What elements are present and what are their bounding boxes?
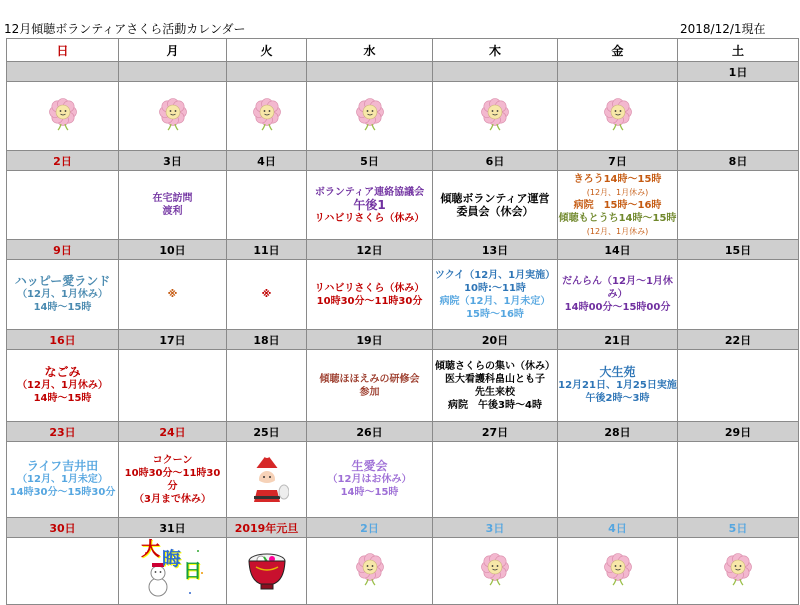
date-cell: 7日 (558, 151, 678, 171)
event-line: 分 (167, 480, 178, 492)
date-cell (558, 62, 678, 82)
sakura-flower-icon (480, 552, 510, 586)
event-line: ※ (261, 289, 272, 300)
event-cell (558, 538, 678, 605)
event-line: （3月まで休み） (134, 493, 211, 505)
event-cell (307, 260, 433, 330)
event-cell (227, 538, 307, 605)
event-cell (307, 442, 433, 518)
sakura-flower-icon (355, 97, 385, 131)
date-cell: 28日 (558, 422, 678, 442)
event-cell (678, 442, 799, 518)
event-line: 病院 15時～16時 (573, 199, 662, 211)
events-row (7, 171, 799, 240)
oomisoka-illustration (138, 538, 208, 599)
event-line: 渡利 (162, 206, 183, 217)
event-cell (227, 171, 307, 240)
date-cell: 18日 (227, 330, 307, 350)
date-cell: 1日 (678, 62, 799, 82)
calendar-table (6, 38, 799, 605)
sakura-flower-icon (355, 552, 385, 586)
event-cell (433, 260, 558, 330)
event-line: 病院 午後3時～4時 (448, 399, 542, 411)
oomisoka-label: 大晦日 (140, 538, 205, 582)
event-cell (227, 442, 307, 518)
date-cell: 3日 (119, 151, 227, 171)
date-cell: 11日 (227, 240, 307, 260)
event-line: ボランティア連絡協議会 (314, 186, 425, 198)
event-cell (227, 350, 307, 422)
date-cell: 10日 (119, 240, 227, 260)
date-cell: 31日 (119, 518, 227, 538)
sakura-flower-icon (723, 552, 753, 586)
weekday-tue: 火 (227, 39, 307, 62)
event-line: ハッピー愛ランド (14, 274, 111, 288)
date-cell: 23日 (7, 422, 119, 442)
event-cell (433, 82, 558, 151)
date-cell: 14日 (558, 240, 678, 260)
weekday-mon: 月 (119, 39, 227, 62)
event-cell (558, 171, 678, 240)
event-cell (558, 350, 678, 422)
event-line: 生愛会 (351, 459, 388, 473)
event-line: 大生苑 (599, 365, 636, 379)
weekday-thu: 木 (433, 39, 558, 62)
date-cell: 21日 (558, 330, 678, 350)
date-row (7, 62, 799, 82)
event-cell (7, 350, 119, 422)
weekday-sun: 日 (7, 39, 119, 62)
event-line: 在宅訪問 (152, 193, 193, 204)
events-row (7, 442, 799, 518)
event-line: コクーン (152, 454, 193, 466)
date-cell: 17日 (119, 330, 227, 350)
event-line: 医大看護科畠山とも子 (445, 373, 545, 385)
event-line: 傾聴さくらの集い（休み） (435, 360, 555, 372)
date-cell: 2019年元旦 (227, 518, 307, 538)
calendar-title: 12月傾聴ボランティアさくら活動カレンダー (4, 22, 246, 36)
date-cell: 12日 (307, 240, 433, 260)
event-cell (433, 442, 558, 518)
date-cell: 5日 (307, 151, 433, 171)
date-cell: 2日 (307, 518, 433, 538)
event-line: 傾聴もとうち14時～15時 (558, 212, 677, 224)
date-cell (119, 62, 227, 82)
events-row (7, 82, 799, 151)
event-cell (558, 260, 678, 330)
date-cell: 3日 (433, 518, 558, 538)
date-cell: 6日 (433, 151, 558, 171)
event-cell (433, 538, 558, 605)
event-line: 午後2時～3時 (585, 393, 650, 404)
date-cell: 24日 (119, 422, 227, 442)
date-cell: 26日 (307, 422, 433, 442)
weekday-fri: 金 (558, 39, 678, 62)
event-cell (7, 442, 119, 518)
event-line: 午後1 (353, 197, 386, 212)
event-line: （12月、1月休み） (17, 289, 108, 300)
event-cell (678, 260, 799, 330)
sakura-flower-icon (158, 97, 188, 131)
event-cell (119, 82, 227, 151)
event-line: (12月、1月休み) (586, 187, 649, 197)
event-cell (678, 171, 799, 240)
event-line: 傾聴ボランティア運営 (440, 192, 550, 205)
date-cell: 13日 (433, 240, 558, 260)
event-cell (119, 350, 227, 422)
date-cell: 4日 (227, 151, 307, 171)
date-cell: 9日 (7, 240, 119, 260)
event-line: (12月、1月休み) (586, 226, 649, 236)
event-cell (433, 171, 558, 240)
date-cell: 2日 (7, 151, 119, 171)
event-cell (7, 538, 119, 605)
sakura-flower-icon (603, 552, 633, 586)
event-line: （12月、1月休み） (17, 380, 108, 391)
date-row (7, 330, 799, 350)
sakura-flower-icon (603, 97, 633, 131)
sakura-flower-icon (480, 97, 510, 131)
event-cell (307, 82, 433, 151)
weekday-wed: 水 (307, 39, 433, 62)
date-cell: 22日 (678, 330, 799, 350)
event-line: 傾聴ほほえみの研修会 (319, 373, 420, 385)
event-line: 14時～15時 (33, 302, 92, 313)
event-cell (307, 350, 433, 422)
event-line: ライフ吉井田 (26, 459, 99, 473)
date-cell: 4日 (558, 518, 678, 538)
event-cell (433, 350, 558, 422)
event-cell (558, 442, 678, 518)
event-line: だんらん（12月～1月休み） (562, 276, 673, 300)
event-cell (227, 82, 307, 151)
event-cell (678, 538, 799, 605)
event-cell (7, 260, 119, 330)
date-cell: 19日 (307, 330, 433, 350)
event-cell (307, 171, 433, 240)
event-line: ツクイ（12月、1月実施） (434, 269, 556, 281)
event-cell (119, 171, 227, 240)
event-cell (119, 442, 227, 518)
event-cell (119, 538, 227, 605)
event-line: （12月、1月未定） (17, 474, 108, 485)
event-line: なごみ (44, 365, 81, 379)
event-line: 14時00分～15時00分 (564, 302, 671, 313)
event-line: 先生来校 (475, 386, 515, 398)
event-cell (678, 350, 799, 422)
event-line: （12月はお休み） (327, 474, 412, 485)
date-row (7, 240, 799, 260)
events-row (7, 538, 799, 605)
event-cell (307, 538, 433, 605)
event-line: 病院（12月、1月未定） (439, 295, 551, 307)
events-row (7, 260, 799, 330)
sakura-flower-icon (252, 97, 282, 131)
event-cell (7, 171, 119, 240)
event-line: 14時～15時 (33, 393, 92, 404)
date-cell: 20日 (433, 330, 558, 350)
event-line: 10時:～11時 (464, 282, 526, 294)
date-cell: 5日 (678, 518, 799, 538)
calendar-header (0, 0, 800, 38)
date-row (7, 151, 799, 171)
event-cell (119, 260, 227, 330)
date-cell (433, 62, 558, 82)
weekday-sat: 土 (678, 39, 799, 62)
weekday-header-row (7, 39, 799, 62)
ozoni-bowl-icon (246, 547, 288, 591)
event-cell (678, 82, 799, 151)
event-line: 14時30分～15時30分 (9, 487, 116, 498)
event-line: 委員会（休会） (456, 205, 534, 218)
date-cell (7, 62, 119, 82)
event-cell (558, 82, 678, 151)
date-cell (307, 62, 433, 82)
event-cell (227, 260, 307, 330)
date-row (7, 422, 799, 442)
sakura-flower-icon (48, 97, 78, 131)
event-line: リハビリさくら（休み） (314, 212, 425, 224)
event-line: 14時～15時 (340, 487, 399, 498)
event-line: 10時30分～11時30分 (316, 295, 423, 307)
event-line: 15時～16時 (466, 308, 524, 320)
event-cell (7, 82, 119, 151)
event-line: 12月21日、1月25日実施 (558, 380, 677, 391)
as-of-date: 2018/12/1現在 (680, 22, 766, 36)
date-cell: 25日 (227, 422, 307, 442)
date-cell: 15日 (678, 240, 799, 260)
date-cell: 16日 (7, 330, 119, 350)
date-cell: 27日 (433, 422, 558, 442)
date-cell: 30日 (7, 518, 119, 538)
event-line: リハビリさくら（休み） (314, 282, 425, 294)
date-cell (227, 62, 307, 82)
events-row (7, 350, 799, 422)
event-line: 参加 (359, 386, 380, 398)
santa-icon (245, 452, 289, 504)
event-line: 10時30分～11時30 (124, 467, 221, 479)
event-line: ※ (167, 289, 178, 300)
date-cell: 8日 (678, 151, 799, 171)
event-line: きろう14時～15時 (573, 173, 662, 185)
date-row (7, 518, 799, 538)
date-cell: 29日 (678, 422, 799, 442)
